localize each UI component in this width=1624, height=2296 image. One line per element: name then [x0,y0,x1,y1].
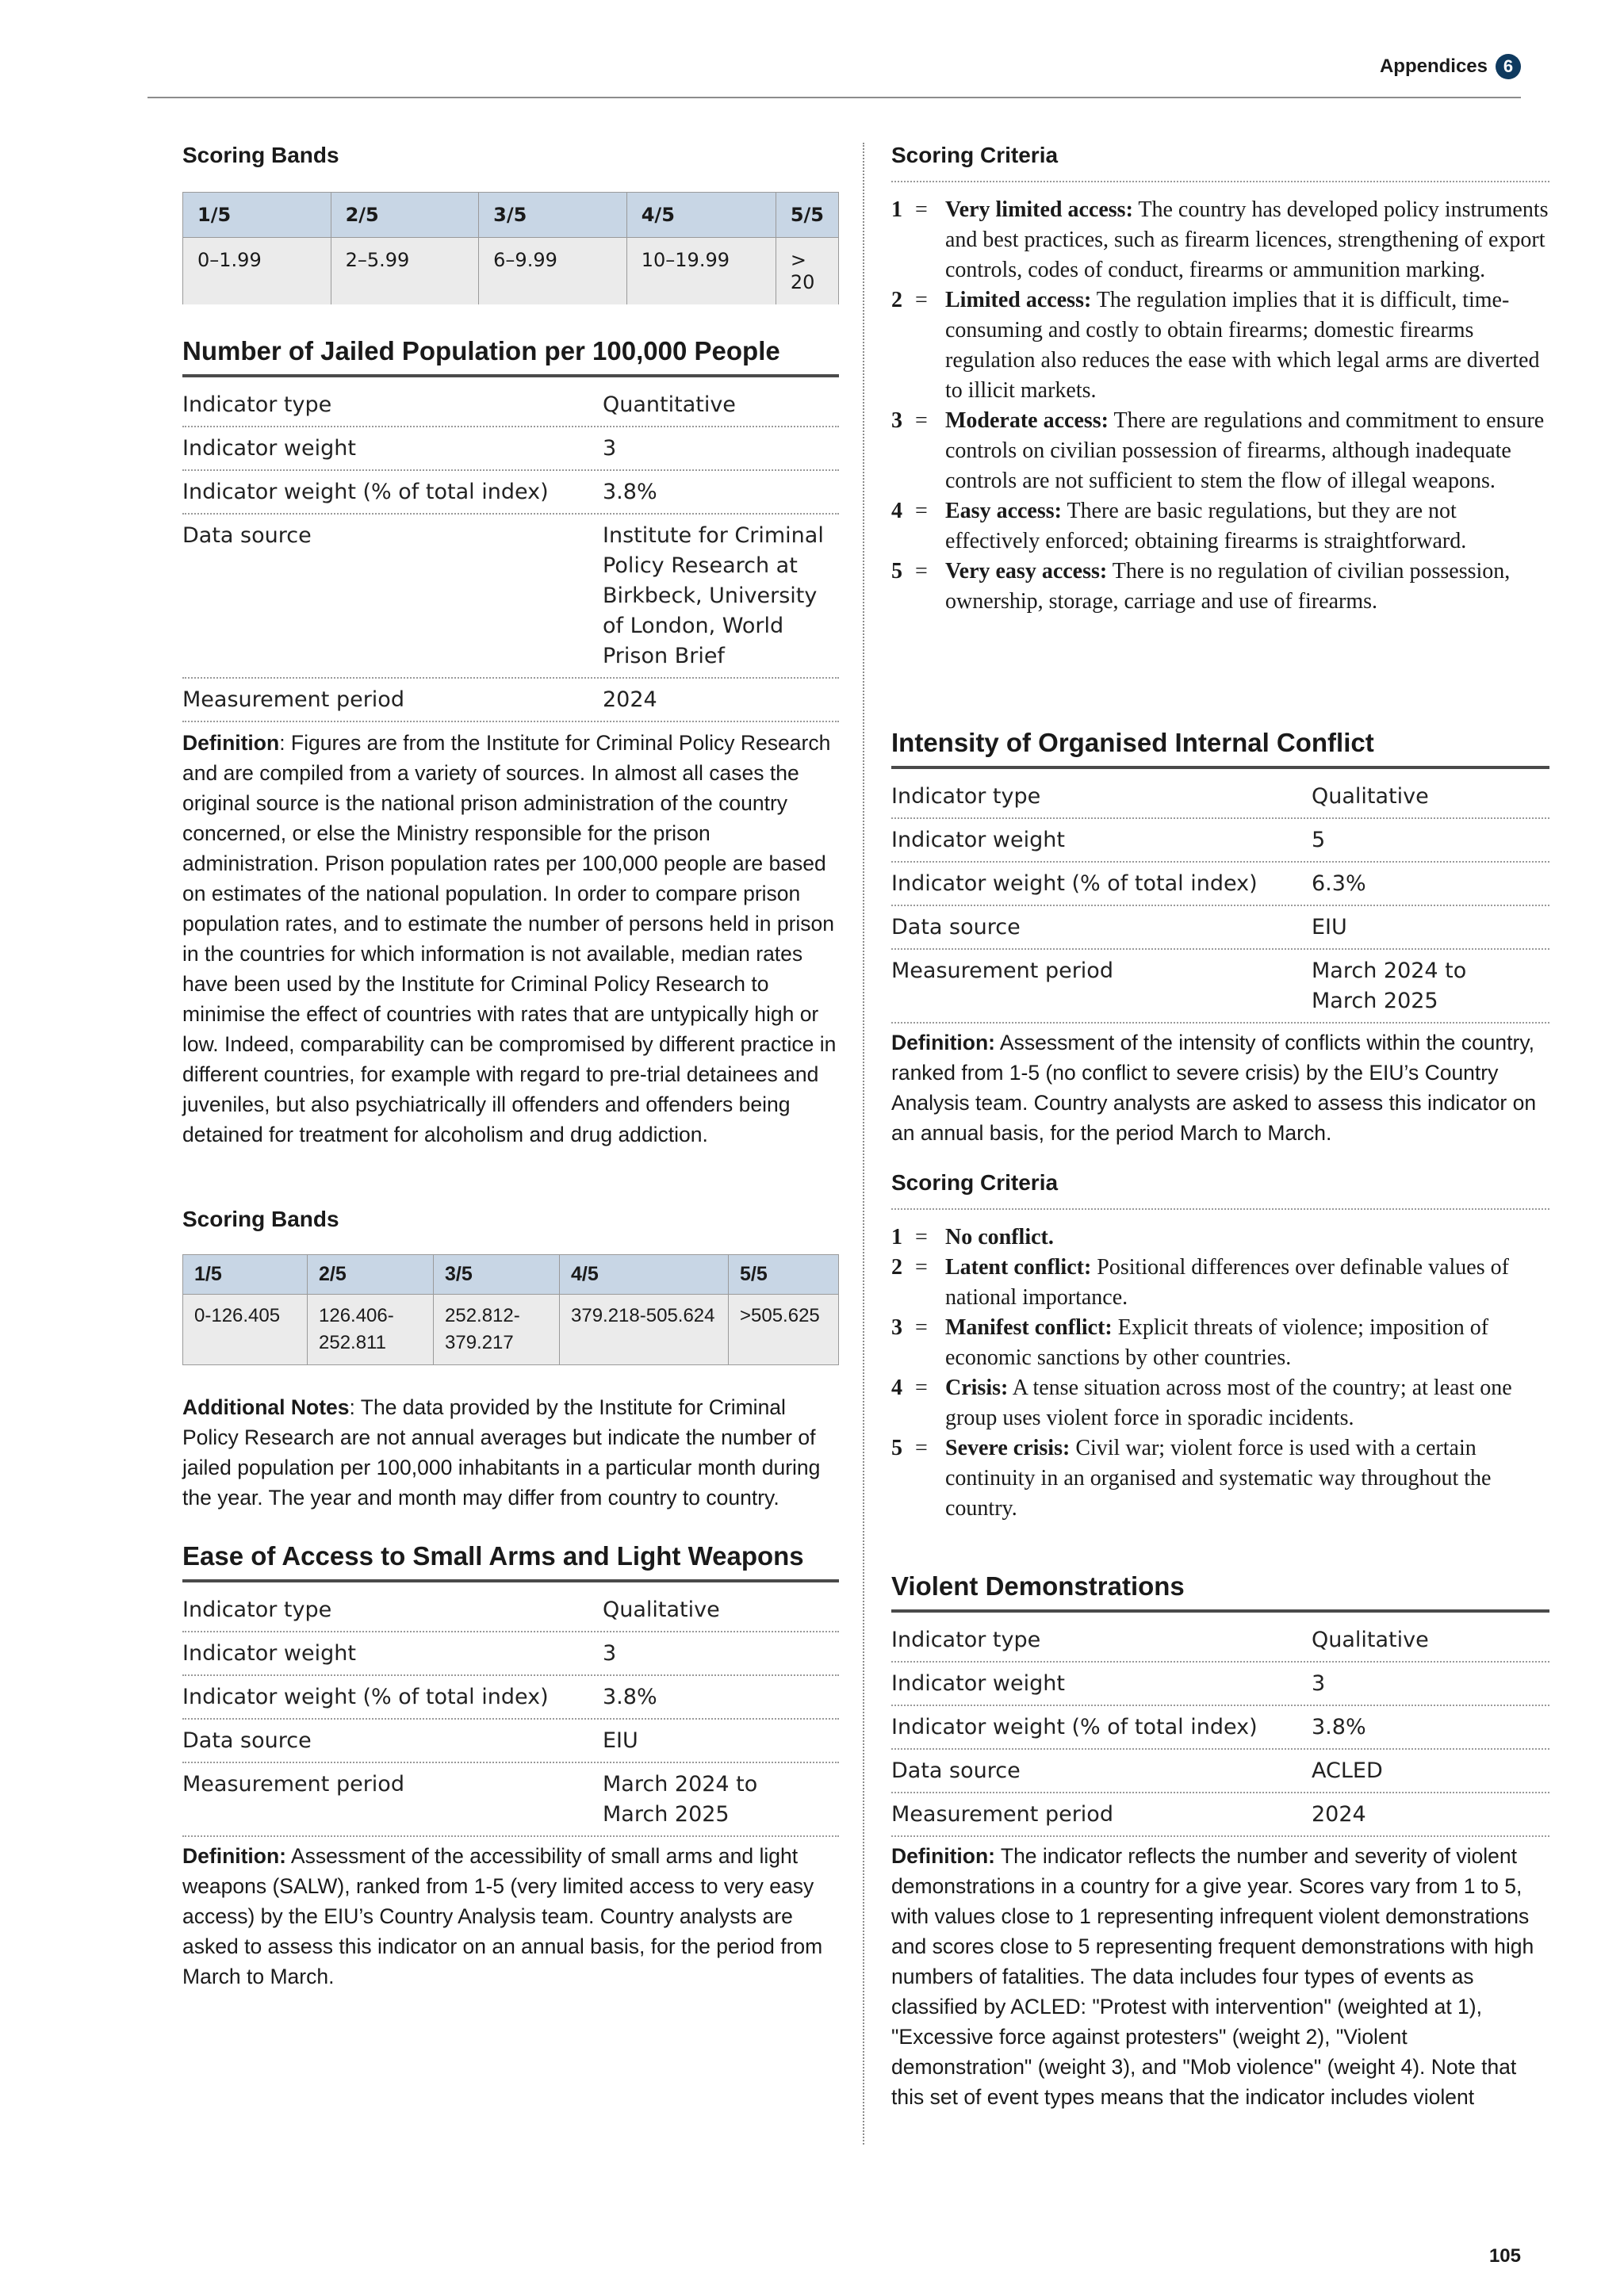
definition-text: Assessment of the intensity of conflicts within the country, ranked from 1-5 (no conflict to severe crisis) by the EIU’s Country Analysis team. Country analysts are asked to assess this indicator on an annual basis, for the period March to March. [891,1031,1537,1145]
band-value: 2–5.99 [331,238,479,305]
criteria-term: Severe crisis: [945,1436,1071,1460]
page-number: 105 [1488,2245,1521,2267]
scoring-criteria-heading: Scoring Criteria [891,1170,1059,1195]
indicator-value: 3.8% [1312,1715,1366,1739]
band-value: >505.625 [729,1295,839,1365]
definition-label: Definition: [891,1844,995,1868]
definition-text: Assessment of the accessibility of small arms and light weapons (SALW), ranked from 1-5 (very limited access to very easy access) by the EIU’s Country Analysis team. Country analysts are asked to assess this indicator on an annual basis, for the period from March to March. [182,1844,823,1988]
band-header: 1/5 [183,1255,308,1295]
salw-indicator-table [182,1589,839,1837]
band-header: 5/5 [776,193,838,238]
criteria-equals: = [915,1436,928,1460]
demos-indicator-table [891,1619,1549,1837]
indicator-value: Qualitative [1312,1628,1429,1652]
demos-definition [891,1841,1549,2112]
indicator-row [182,1632,839,1676]
chapter-badge: 6 [1496,54,1521,79]
band-header: 2/5 [331,193,479,238]
conflict-indicator-table [891,775,1549,1024]
indicator-label: Indicator weight (% of total index) [891,1715,1258,1739]
notes-label: Additional Notes [182,1395,350,1419]
definition-label: Definition: [182,1844,286,1868]
criteria-number: 2 [891,1255,902,1280]
criteria-equals: = [915,197,928,222]
criteria-text: The country has developed policy instruments and best practices, such as firearm licences, strengthening of export controls, codes of conduct, firearms or ammunition marking. [945,197,1549,282]
criteria-number: 2 [891,288,902,312]
criteria-equals: = [915,499,928,523]
jailed-indicator-table [182,384,839,722]
criteria-number: 1 [891,1225,902,1249]
table-row [183,238,839,305]
indicator-label: Indicator type [891,1628,1041,1652]
band-value: 252.812- 379.217 [434,1295,560,1365]
criteria-equals: = [915,1376,928,1400]
indicator-row [891,775,1549,819]
indicator-label: Indicator weight [182,1641,356,1666]
section-label: Appendices [1379,55,1488,77]
title-rule [182,1579,839,1582]
band-value: 0–1.99 [183,238,331,305]
table-header-row [183,193,839,238]
additional-notes [182,1392,839,1513]
jailed-section-title: Number of Jailed Population per 100,000 People [182,336,780,365]
indicator-label: Measurement period [182,1772,404,1797]
indicator-row [182,679,839,722]
criteria-term: Crisis: [945,1376,1009,1400]
list-item [891,1253,1549,1313]
criteria-term: No conflict. [945,1225,1054,1249]
indicator-value: Quantitative [603,392,736,417]
band-header: 4/5 [560,1255,729,1295]
indicator-label: Indicator weight [891,1671,1065,1696]
band-value: 0-126.405 [183,1295,308,1365]
scoring-criteria-heading: Scoring Criteria [891,143,1059,167]
list-item [891,195,1549,285]
criteria-term: Manifest conflict: [945,1315,1113,1340]
band-value: 126.406- 252.811 [308,1295,434,1365]
list-item [891,406,1549,496]
demos-section-title: Violent Demonstrations [891,1571,1185,1601]
indicator-value: 3 [1312,1671,1326,1696]
criteria-equals: = [915,559,928,584]
indicator-label: Indicator weight [891,828,1065,852]
criteria-number: 4 [891,499,902,523]
indicator-label: Data source [182,523,312,548]
indicator-row [891,1793,1549,1837]
scoring-bands-table-1 [182,192,839,304]
indicator-value: March 2024 to March 2025 [603,1772,758,1827]
criteria-text: The regulation implies that it is difficult, time-consuming and costly to obtain firearms; domestic firearms regulation also reduces the ease with which legal arms are diverted to illicit markets. [945,288,1540,403]
indicator-value: Qualitative [603,1598,720,1622]
indicator-label: Data source [891,915,1021,939]
indicator-value: Institute for Criminal Policy Research at Birkbeck, University of London, World Prison Brief [603,523,824,668]
indicator-value: 2024 [1312,1802,1366,1827]
indicator-label: Measurement period [891,1802,1113,1827]
table-row [183,1295,839,1365]
indicator-label: Data source [182,1728,312,1753]
criteria-term: Limited access: [945,288,1092,312]
indicator-label: Indicator type [891,784,1041,809]
definition-text: The indicator reflects the number and severity of violent demonstrations in a country for a give year. Scores vary from 1 to 5, with values close to 1 representing infrequent violent demonstrations and scores close to 5 representing frequent demonstrations with high numbers of fatalities. The data includes four types of events as classified by ACLED: "Protest with intervention" (weighted at 1), "Excessive force against protesters" (weight 2), "Violent demonstration" (weight 3), and "Mob violence" (weight 4). Note that this set of event types means that the indicator includes violent [891,1844,1534,2109]
criteria-text: There are basic regulations, but they are not effectively enforced; obtaining firearms is straightforward. [945,499,1467,553]
definition-text: : Figures are from the Institute for Criminal Policy Research and are compiled from a variety of sources. In almost all cases the original source is the national prison administration of the country concerned, or else the Ministry responsible for the prison administration. Prison population rates per 100,000 people are based on estimates of the national population. In order to compare prison population rates, and to estimate the number of persons held in prison in the countries for which information is not available, median rates have been used by the Institute for Criminal Policy Research to minimise the effect of countries with rates that are untypically high or low. Indeed, comparability can be compromised by different practice in different countries, for example with regard to pre-trial detainees and juveniles, but also psychiatrically ill offenders and offenders being detained for treatment for alcoholism and drug addiction. [182,731,837,1146]
indicator-row [182,384,839,427]
criteria-number: 1 [891,197,902,222]
indicator-value: March 2024 to March 2025 [1312,959,1467,1013]
indicator-value: EIU [1312,915,1347,939]
indicator-row [891,950,1549,1024]
title-rule [891,766,1549,769]
criteria-number: 3 [891,1315,902,1340]
title-rule [182,374,839,377]
criteria-term: Very easy access: [945,559,1108,584]
indicator-row [891,1663,1549,1706]
indicator-row [891,1750,1549,1793]
list-item [891,1433,1549,1524]
indicator-row [182,427,839,471]
indicator-value: 3 [603,1641,617,1666]
criteria-equals: = [915,1315,928,1340]
salw-section-title: Ease of Access to Small Arms and Light Weapons [182,1541,804,1571]
dotted-rule [891,181,1549,182]
criteria-text: Civil war; violent force is used with a certain continuity in an organised and systematic way throughout the country. [945,1436,1492,1521]
indicator-label: Indicator weight (% of total index) [182,480,549,504]
indicator-row [182,1720,839,1763]
indicator-row [891,1706,1549,1750]
indicator-value: Qualitative [1312,784,1429,809]
criteria-equals: = [915,288,928,312]
indicator-row [182,515,839,679]
band-value: > 20 [776,238,838,305]
column-divider [863,143,864,2145]
criteria-number: 5 [891,1436,902,1460]
definition-label: Definition [182,731,280,755]
band-header: 2/5 [308,1255,434,1295]
scoring-bands-heading: Scoring Bands [182,1207,339,1231]
indicator-value: 5 [1312,828,1326,852]
jailed-definition [182,728,839,1150]
band-value: 10–19.99 [626,238,776,305]
scoring-bands-heading: Scoring Bands [182,143,339,167]
indicator-row [891,1619,1549,1663]
title-rule [891,1609,1549,1613]
criteria-equals: = [915,408,928,433]
band-header: 5/5 [729,1255,839,1295]
indicator-value: 3 [603,436,617,461]
conflict-section-title: Intensity of Organised Internal Conflict [891,728,1374,757]
criteria-text: Explicit threats of violence; imposition of economic sanctions by other countries. [945,1315,1489,1370]
indicator-value: ACLED [1312,1758,1383,1783]
band-header: 3/5 [434,1255,560,1295]
criteria-term: Very limited access: [945,197,1133,222]
list-item [891,496,1549,557]
indicator-label: Indicator weight (% of total index) [891,871,1258,896]
indicator-row [182,1763,839,1837]
criteria-text: There are regulations and commitment to ensure controls on civilian possession of firearms, although inadequate controls are not sufficient to stem the flow of illegal weapons. [945,408,1545,493]
list-item [891,557,1549,617]
band-header: 3/5 [479,193,627,238]
salw-definition [182,1841,839,1992]
dotted-rule [891,1208,1549,1210]
indicator-value: EIU [603,1728,638,1753]
table-header-row [183,1255,839,1295]
indicator-row [891,906,1549,950]
indicator-label: Measurement period [182,687,404,712]
criteria-term: Latent conflict: [945,1255,1092,1280]
list-item [891,1223,1549,1253]
band-value: 6–9.99 [479,238,627,305]
indicator-label: Indicator weight (% of total index) [182,1685,549,1709]
band-header: 4/5 [626,193,776,238]
indicator-row [891,863,1549,906]
notes-text: : The data provided by the Institute for Criminal Policy Research are not annual averages but indicate the number of jailed population per 100,000 inhabitants in a particular month during the year. The year and month may differ from country to country. [182,1395,821,1510]
indicator-row [182,471,839,515]
indicator-row [891,819,1549,863]
criteria-equals: = [915,1255,928,1280]
indicator-row [182,1676,839,1720]
conflict-criteria-list [891,1223,1549,1524]
criteria-text: Positional differences over definable values of national importance. [945,1255,1509,1310]
indicator-row [182,1589,839,1632]
criteria-term: Easy access: [945,499,1062,523]
criteria-text: There is no regulation of civilian possession, ownership, storage, carriage and use of firearms. [945,559,1511,614]
indicator-value: 3.8% [603,480,657,504]
indicator-label: Indicator weight [182,436,356,461]
list-item [891,1313,1549,1373]
conflict-definition [891,1027,1549,1148]
indicator-label: Indicator type [182,1598,332,1622]
criteria-number: 5 [891,559,902,584]
header-rule [147,97,1521,98]
indicator-label: Data source [891,1758,1021,1783]
list-item [891,1373,1549,1433]
criteria-number: 4 [891,1376,902,1400]
list-item [891,285,1549,406]
salw-criteria-list [891,195,1549,617]
band-header: 1/5 [183,193,331,238]
indicator-value: 2024 [603,687,657,712]
indicator-label: Measurement period [891,959,1113,983]
criteria-number: 3 [891,408,902,433]
page-header [1380,54,1521,79]
criteria-term: Moderate access: [945,408,1109,433]
indicator-value: 3.8% [603,1685,657,1709]
band-value: 379.218-505.624 [560,1295,729,1365]
criteria-equals: = [915,1225,928,1249]
definition-label: Definition: [891,1031,995,1054]
indicator-value: 6.3% [1312,871,1366,896]
criteria-text: A tense situation across most of the country; at least one group uses violent force in sporadic incidents. [945,1376,1512,1430]
scoring-bands-table-2 [182,1254,839,1365]
indicator-label: Indicator type [182,392,332,417]
